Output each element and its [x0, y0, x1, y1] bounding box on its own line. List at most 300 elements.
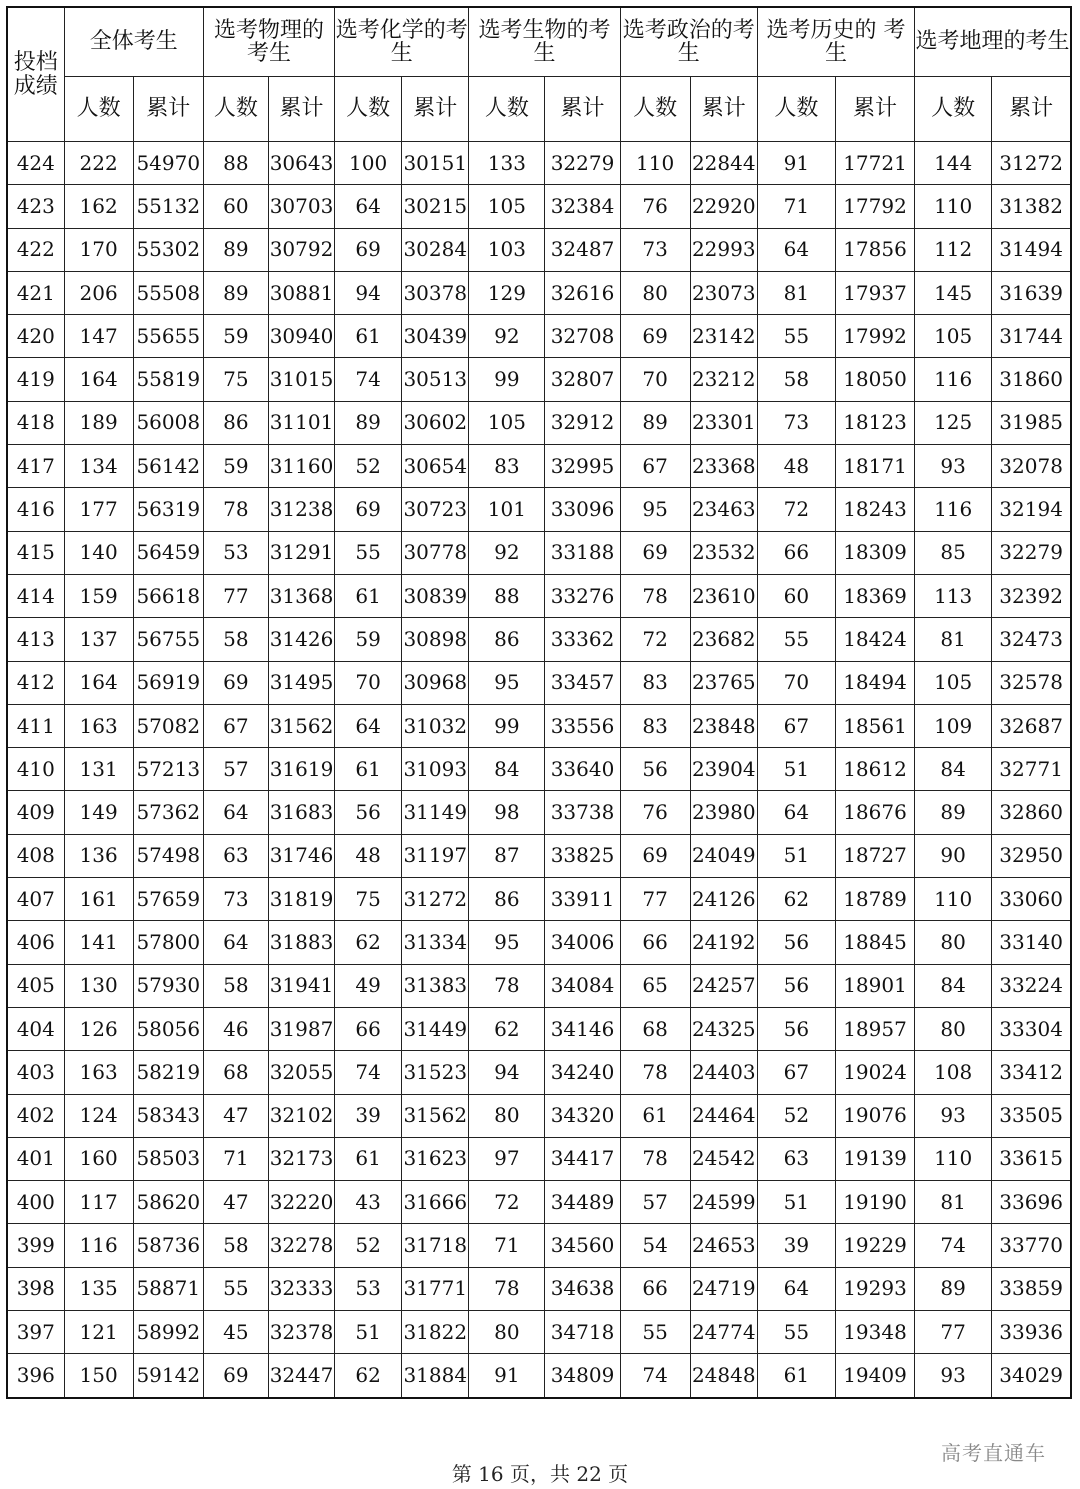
cumulative-cell: 31683: [268, 791, 334, 834]
score-cell: 409: [7, 791, 64, 834]
count-cell: 78: [469, 1267, 545, 1310]
table-row: [7, 1311, 1071, 1354]
count-cell: 80: [915, 921, 992, 964]
cumulative-cell: 58503: [133, 1137, 203, 1180]
count-cell: 56: [757, 1007, 835, 1050]
cumulative-cell: 23212: [690, 358, 757, 401]
group-header-politics: 选考政治的考生: [620, 7, 757, 77]
count-cell: 63: [757, 1137, 835, 1180]
count-cell: 52: [757, 1094, 835, 1137]
count-cell: 68: [620, 1007, 690, 1050]
count-cell: 61: [757, 1354, 835, 1398]
cumulative-cell: 33060: [992, 878, 1071, 921]
cumulative-cell: 33825: [545, 834, 620, 877]
count-cell: 75: [203, 358, 268, 401]
cumulative-cell: 31822: [402, 1311, 469, 1354]
score-cell: 404: [7, 1007, 64, 1050]
cumulative-cell: 32771: [992, 748, 1071, 791]
cumulative-cell: 31987: [268, 1007, 334, 1050]
count-cell: 64: [757, 228, 835, 271]
table-row: [7, 1267, 1071, 1310]
count-cell: 52: [335, 1224, 402, 1267]
sub-header-cumulative: 累计: [690, 77, 757, 142]
cumulative-cell: 33276: [545, 574, 620, 617]
cumulative-cell: 31523: [402, 1051, 469, 1094]
score-column-header: 投档成绩: [7, 7, 64, 142]
count-cell: 103: [469, 228, 545, 271]
cumulative-cell: 19348: [835, 1311, 914, 1354]
count-cell: 74: [335, 1051, 402, 1094]
cumulative-cell: 31495: [268, 661, 334, 704]
count-cell: 64: [335, 704, 402, 747]
count-cell: 49: [335, 964, 402, 1007]
count-cell: 59: [203, 315, 268, 358]
cumulative-cell: 34417: [545, 1137, 620, 1180]
cumulative-cell: 32333: [268, 1267, 334, 1310]
cumulative-cell: 32995: [545, 445, 620, 488]
count-cell: 58: [203, 1224, 268, 1267]
cumulative-cell: 31619: [268, 748, 334, 791]
count-cell: 112: [915, 228, 992, 271]
count-cell: 56: [335, 791, 402, 834]
count-cell: 61: [335, 315, 402, 358]
count-cell: 84: [469, 748, 545, 791]
score-cell: 401: [7, 1137, 64, 1180]
table-row: [7, 618, 1071, 661]
cumulative-cell: 55132: [133, 185, 203, 228]
count-cell: 51: [757, 1181, 835, 1224]
count-cell: 150: [64, 1354, 133, 1398]
cumulative-cell: 31623: [402, 1137, 469, 1180]
score-cell: 406: [7, 921, 64, 964]
count-cell: 52: [335, 445, 402, 488]
count-cell: 76: [620, 185, 690, 228]
cumulative-cell: 32687: [992, 704, 1071, 747]
cumulative-cell: 32279: [545, 142, 620, 185]
cumulative-cell: 32578: [992, 661, 1071, 704]
count-cell: 64: [335, 185, 402, 228]
count-cell: 80: [469, 1311, 545, 1354]
cumulative-cell: 31272: [402, 878, 469, 921]
cumulative-cell: 30643: [268, 142, 334, 185]
cumulative-cell: 23904: [690, 748, 757, 791]
score-cell: 413: [7, 618, 64, 661]
cumulative-cell: 32078: [992, 445, 1071, 488]
cumulative-cell: 24848: [690, 1354, 757, 1398]
count-cell: 73: [203, 878, 268, 921]
sub-header-count: 人数: [64, 77, 133, 142]
count-cell: 69: [620, 315, 690, 358]
sub-header-cumulative: 累计: [545, 77, 620, 142]
count-cell: 83: [469, 445, 545, 488]
score-cell: 424: [7, 142, 64, 185]
cumulative-cell: 18957: [835, 1007, 914, 1050]
count-cell: 116: [64, 1224, 133, 1267]
cumulative-cell: 33412: [992, 1051, 1071, 1094]
count-cell: 58: [203, 618, 268, 661]
score-cell: 411: [7, 704, 64, 747]
cumulative-cell: 33936: [992, 1311, 1071, 1354]
count-cell: 113: [915, 574, 992, 617]
count-cell: 39: [757, 1224, 835, 1267]
sub-header-cumulative: 累计: [992, 77, 1071, 142]
count-cell: 163: [64, 704, 133, 747]
cumulative-cell: 34029: [992, 1354, 1071, 1398]
score-cell: 408: [7, 834, 64, 877]
cumulative-cell: 19409: [835, 1354, 914, 1398]
cumulative-cell: 18901: [835, 964, 914, 1007]
count-cell: 59: [335, 618, 402, 661]
cumulative-cell: 31426: [268, 618, 334, 661]
count-cell: 133: [469, 142, 545, 185]
table-row: [7, 315, 1071, 358]
cumulative-cell: 31746: [268, 834, 334, 877]
cumulative-cell: 31032: [402, 704, 469, 747]
count-cell: 135: [64, 1267, 133, 1310]
count-cell: 130: [64, 964, 133, 1007]
cumulative-cell: 34240: [545, 1051, 620, 1094]
cumulative-cell: 18727: [835, 834, 914, 877]
cumulative-cell: 31639: [992, 271, 1071, 314]
cumulative-cell: 57213: [133, 748, 203, 791]
cumulative-cell: 33640: [545, 748, 620, 791]
sub-header-cumulative: 累计: [835, 77, 914, 142]
count-cell: 55: [620, 1311, 690, 1354]
cumulative-cell: 57362: [133, 791, 203, 834]
sub-header-count: 人数: [915, 77, 992, 142]
cumulative-cell: 23980: [690, 791, 757, 834]
count-cell: 89: [915, 1267, 992, 1310]
count-cell: 125: [915, 401, 992, 444]
cumulative-cell: 32055: [268, 1051, 334, 1094]
cumulative-cell: 32279: [992, 531, 1071, 574]
count-cell: 86: [469, 878, 545, 921]
count-cell: 72: [469, 1181, 545, 1224]
cumulative-cell: 58219: [133, 1051, 203, 1094]
cumulative-cell: 32487: [545, 228, 620, 271]
count-cell: 100: [335, 142, 402, 185]
watermark-text: 高考直通车: [941, 1441, 1046, 1465]
cumulative-cell: 57082: [133, 704, 203, 747]
cumulative-cell: 59142: [133, 1354, 203, 1398]
count-cell: 66: [620, 921, 690, 964]
cumulative-cell: 56008: [133, 401, 203, 444]
cumulative-cell: 31368: [268, 574, 334, 617]
group-header-history: 选考历史的 考生: [757, 7, 914, 77]
count-cell: 53: [203, 531, 268, 574]
score-cell: 412: [7, 661, 64, 704]
score-cell: 417: [7, 445, 64, 488]
count-cell: 80: [620, 271, 690, 314]
count-cell: 71: [203, 1137, 268, 1180]
count-cell: 164: [64, 661, 133, 704]
count-cell: 58: [757, 358, 835, 401]
count-cell: 149: [64, 791, 133, 834]
count-cell: 69: [335, 488, 402, 531]
count-cell: 126: [64, 1007, 133, 1050]
cumulative-cell: 34146: [545, 1007, 620, 1050]
count-cell: 160: [64, 1137, 133, 1180]
cumulative-cell: 31819: [268, 878, 334, 921]
count-cell: 55: [757, 1311, 835, 1354]
count-cell: 94: [469, 1051, 545, 1094]
count-cell: 91: [757, 142, 835, 185]
cumulative-cell: 17992: [835, 315, 914, 358]
count-cell: 55: [203, 1267, 268, 1310]
count-cell: 117: [64, 1181, 133, 1224]
cumulative-cell: 30703: [268, 185, 334, 228]
cumulative-cell: 19139: [835, 1137, 914, 1180]
cumulative-cell: 17721: [835, 142, 914, 185]
header-row-groups: [7, 7, 1071, 77]
cumulative-cell: 33304: [992, 1007, 1071, 1050]
score-cell: 423: [7, 185, 64, 228]
count-cell: 144: [915, 142, 992, 185]
cumulative-cell: 30151: [402, 142, 469, 185]
count-cell: 71: [757, 185, 835, 228]
table-row: [7, 271, 1071, 314]
count-cell: 81: [915, 618, 992, 661]
count-cell: 70: [335, 661, 402, 704]
count-cell: 88: [203, 142, 268, 185]
cumulative-cell: 32102: [268, 1094, 334, 1137]
count-cell: 43: [335, 1181, 402, 1224]
count-cell: 110: [915, 185, 992, 228]
count-cell: 55: [757, 315, 835, 358]
cumulative-cell: 33505: [992, 1094, 1071, 1137]
count-cell: 92: [469, 531, 545, 574]
cumulative-cell: 33770: [992, 1224, 1071, 1267]
cumulative-cell: 32392: [992, 574, 1071, 617]
cumulative-cell: 24049: [690, 834, 757, 877]
cumulative-cell: 19293: [835, 1267, 914, 1310]
count-cell: 93: [915, 445, 992, 488]
table-row: [7, 1181, 1071, 1224]
count-cell: 68: [203, 1051, 268, 1094]
cumulative-cell: 31383: [402, 964, 469, 1007]
count-cell: 66: [757, 531, 835, 574]
cumulative-cell: 33224: [992, 964, 1071, 1007]
count-cell: 89: [203, 228, 268, 271]
group-header-all: 全体考生: [64, 7, 203, 77]
count-cell: 94: [335, 271, 402, 314]
group-header-chemistry: 选考化学的考生: [335, 7, 469, 77]
table-row: [7, 401, 1071, 444]
cumulative-cell: 18612: [835, 748, 914, 791]
cumulative-cell: 30792: [268, 228, 334, 271]
cumulative-cell: 23610: [690, 574, 757, 617]
count-cell: 74: [915, 1224, 992, 1267]
count-cell: 71: [469, 1224, 545, 1267]
cumulative-cell: 33188: [545, 531, 620, 574]
cumulative-cell: 24126: [690, 878, 757, 921]
cumulative-cell: 57930: [133, 964, 203, 1007]
sub-header-count: 人数: [469, 77, 545, 142]
count-cell: 77: [620, 878, 690, 921]
score-cell: 396: [7, 1354, 64, 1398]
score-cell: 399: [7, 1224, 64, 1267]
cumulative-cell: 55655: [133, 315, 203, 358]
count-cell: 110: [915, 1137, 992, 1180]
cumulative-cell: 22844: [690, 142, 757, 185]
count-cell: 61: [335, 1137, 402, 1180]
count-cell: 110: [915, 878, 992, 921]
count-cell: 69: [203, 1354, 268, 1398]
table-row: [7, 1007, 1071, 1050]
count-cell: 93: [915, 1094, 992, 1137]
cumulative-cell: 58992: [133, 1311, 203, 1354]
cumulative-cell: 24464: [690, 1094, 757, 1137]
count-cell: 110: [620, 142, 690, 185]
score-cell: 421: [7, 271, 64, 314]
count-cell: 84: [915, 964, 992, 1007]
sub-header-count: 人数: [335, 77, 402, 142]
cumulative-cell: 31334: [402, 921, 469, 964]
count-cell: 145: [915, 271, 992, 314]
count-cell: 48: [335, 834, 402, 877]
count-cell: 109: [915, 704, 992, 747]
cumulative-cell: 30284: [402, 228, 469, 271]
cumulative-cell: 31860: [992, 358, 1071, 401]
cumulative-cell: 23368: [690, 445, 757, 488]
count-cell: 137: [64, 618, 133, 661]
count-cell: 48: [757, 445, 835, 488]
cumulative-cell: 24257: [690, 964, 757, 1007]
count-cell: 78: [203, 488, 268, 531]
table-row: [7, 445, 1071, 488]
count-cell: 60: [757, 574, 835, 617]
cumulative-cell: 24542: [690, 1137, 757, 1180]
cumulative-cell: 54970: [133, 142, 203, 185]
cumulative-cell: 33859: [992, 1267, 1071, 1310]
cumulative-cell: 32473: [992, 618, 1071, 661]
cumulative-cell: 30378: [402, 271, 469, 314]
cumulative-cell: 31197: [402, 834, 469, 877]
count-cell: 53: [335, 1267, 402, 1310]
count-cell: 72: [620, 618, 690, 661]
cumulative-cell: 30513: [402, 358, 469, 401]
count-cell: 45: [203, 1311, 268, 1354]
cumulative-cell: 18676: [835, 791, 914, 834]
cumulative-cell: 34084: [545, 964, 620, 1007]
count-cell: 91: [469, 1354, 545, 1398]
count-cell: 65: [620, 964, 690, 1007]
count-cell: 67: [757, 1051, 835, 1094]
cumulative-cell: 56142: [133, 445, 203, 488]
cumulative-cell: 31382: [992, 185, 1071, 228]
count-cell: 73: [757, 401, 835, 444]
cumulative-cell: 58871: [133, 1267, 203, 1310]
cumulative-cell: 23463: [690, 488, 757, 531]
cumulative-cell: 31744: [992, 315, 1071, 358]
table-row: [7, 748, 1071, 791]
cumulative-cell: 31015: [268, 358, 334, 401]
cumulative-cell: 33140: [992, 921, 1071, 964]
cumulative-cell: 30778: [402, 531, 469, 574]
score-cell: 410: [7, 748, 64, 791]
cumulative-cell: 30215: [402, 185, 469, 228]
count-cell: 70: [620, 358, 690, 401]
cumulative-cell: 33457: [545, 661, 620, 704]
cumulative-cell: 23532: [690, 531, 757, 574]
cumulative-cell: 23848: [690, 704, 757, 747]
count-cell: 97: [469, 1137, 545, 1180]
count-cell: 51: [757, 748, 835, 791]
count-cell: 55: [757, 618, 835, 661]
cumulative-cell: 30439: [402, 315, 469, 358]
count-cell: 161: [64, 878, 133, 921]
table-row: [7, 142, 1071, 185]
count-cell: 141: [64, 921, 133, 964]
cumulative-cell: 34718: [545, 1311, 620, 1354]
cumulative-cell: 58056: [133, 1007, 203, 1050]
cumulative-cell: 33362: [545, 618, 620, 661]
cumulative-cell: 33738: [545, 791, 620, 834]
header-row-subheaders: [7, 77, 1071, 142]
cumulative-cell: 24325: [690, 1007, 757, 1050]
count-cell: 70: [757, 661, 835, 704]
count-cell: 62: [335, 921, 402, 964]
cumulative-cell: 32194: [992, 488, 1071, 531]
score-cell: 400: [7, 1181, 64, 1224]
count-cell: 89: [915, 791, 992, 834]
count-cell: 64: [757, 791, 835, 834]
cumulative-cell: 18171: [835, 445, 914, 488]
cumulative-cell: 17856: [835, 228, 914, 271]
cumulative-cell: 33556: [545, 704, 620, 747]
count-cell: 162: [64, 185, 133, 228]
cumulative-cell: 56319: [133, 488, 203, 531]
table-row: [7, 488, 1071, 531]
cumulative-cell: 23682: [690, 618, 757, 661]
cumulative-cell: 18845: [835, 921, 914, 964]
count-cell: 47: [203, 1181, 268, 1224]
cumulative-cell: 18494: [835, 661, 914, 704]
count-cell: 51: [335, 1311, 402, 1354]
table-row: [7, 791, 1071, 834]
count-cell: 78: [469, 964, 545, 1007]
cumulative-cell: 18309: [835, 531, 914, 574]
count-cell: 90: [915, 834, 992, 877]
table-row: [7, 834, 1071, 877]
table-row: [7, 1051, 1071, 1094]
count-cell: 59: [203, 445, 268, 488]
count-cell: 98: [469, 791, 545, 834]
count-cell: 81: [757, 271, 835, 314]
cumulative-cell: 34638: [545, 1267, 620, 1310]
count-cell: 69: [620, 834, 690, 877]
count-cell: 129: [469, 271, 545, 314]
cumulative-cell: 56618: [133, 574, 203, 617]
cumulative-cell: 32384: [545, 185, 620, 228]
count-cell: 66: [335, 1007, 402, 1050]
cumulative-cell: 18424: [835, 618, 914, 661]
count-cell: 86: [469, 618, 545, 661]
score-cell: 419: [7, 358, 64, 401]
page-number: 第 16 页，共 22 页: [451, 1462, 629, 1486]
group-header-biology: 选考生物的考生: [469, 7, 620, 77]
count-cell: 170: [64, 228, 133, 271]
sub-header-count: 人数: [620, 77, 690, 142]
cumulative-cell: 34809: [545, 1354, 620, 1398]
cumulative-cell: 19190: [835, 1181, 914, 1224]
cumulative-cell: 24403: [690, 1051, 757, 1094]
count-cell: 67: [620, 445, 690, 488]
cumulative-cell: 31884: [402, 1354, 469, 1398]
count-cell: 67: [757, 704, 835, 747]
count-cell: 39: [335, 1094, 402, 1137]
count-cell: 134: [64, 445, 133, 488]
